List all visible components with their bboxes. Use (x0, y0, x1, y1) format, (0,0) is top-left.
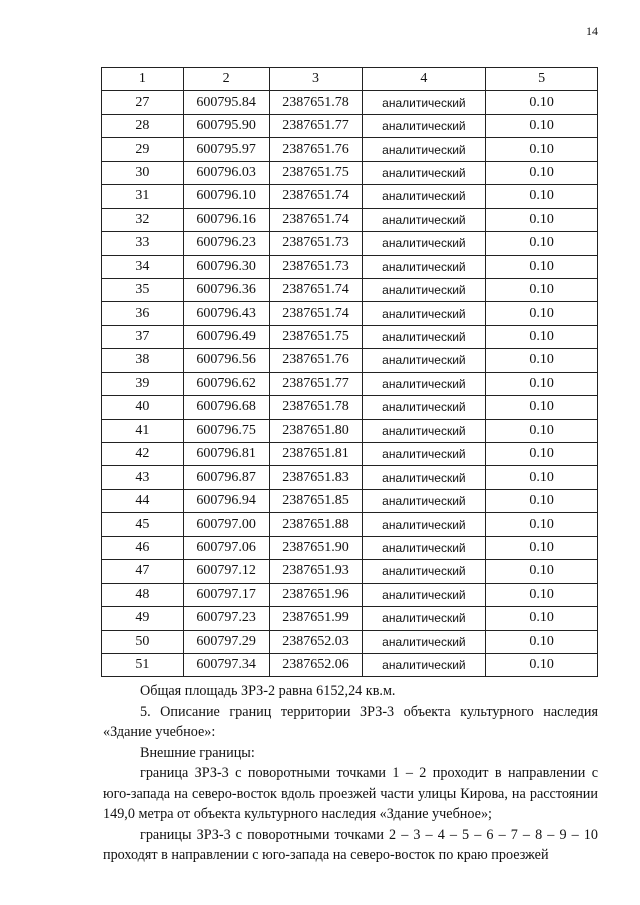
point-number-cell: 47 (102, 560, 184, 583)
y-coordinate-cell: 2387651.80 (269, 419, 362, 442)
table-row (102, 208, 598, 231)
point-number-cell: 44 (102, 489, 184, 512)
point-number-cell: 48 (102, 583, 184, 606)
section-5-description: 5. Описание границ территории ЗРЗ-3 объекта культурного наследия «Здание учебное»: (103, 703, 598, 740)
point-number-cell: 27 (102, 91, 184, 114)
table-row (102, 607, 598, 630)
table-row (102, 513, 598, 536)
y-coordinate-cell: 2387651.73 (269, 232, 362, 255)
table-row (102, 161, 598, 184)
point-number-cell: 31 (102, 185, 184, 208)
table-row (102, 396, 598, 419)
accuracy-cell: 0.10 (486, 630, 598, 653)
point-number-cell: 38 (102, 349, 184, 372)
y-coordinate-cell: 2387651.90 (269, 536, 362, 559)
method-cell: аналитический (362, 232, 486, 255)
accuracy-cell: 0.10 (486, 513, 598, 536)
accuracy-cell: 0.10 (486, 138, 598, 161)
point-number-cell: 28 (102, 114, 184, 137)
x-coordinate-cell: 600796.03 (183, 161, 269, 184)
x-coordinate-cell: 600796.10 (183, 185, 269, 208)
point-number-cell: 46 (102, 536, 184, 559)
x-coordinate-cell: 600795.84 (183, 91, 269, 114)
point-number-cell: 45 (102, 513, 184, 536)
accuracy-cell: 0.10 (486, 607, 598, 630)
method-cell: аналитический (362, 372, 486, 395)
method-cell: аналитический (362, 653, 486, 676)
y-coordinate-cell: 2387652.03 (269, 630, 362, 653)
table-row (102, 372, 598, 395)
point-number-cell: 51 (102, 653, 184, 676)
method-cell: аналитический (362, 466, 486, 489)
accuracy-cell: 0.10 (486, 91, 598, 114)
method-cell: аналитический (362, 513, 486, 536)
x-coordinate-cell: 600797.34 (183, 653, 269, 676)
table-row (102, 138, 598, 161)
table-row (102, 91, 598, 114)
total-area-paragraph: Общая площадь ЗРЗ-2 равна 6152,24 кв.м. (140, 683, 396, 699)
y-coordinate-cell: 2387651.88 (269, 513, 362, 536)
x-coordinate-cell: 600796.62 (183, 372, 269, 395)
accuracy-cell: 0.10 (486, 372, 598, 395)
method-cell: аналитический (362, 185, 486, 208)
table-row (102, 466, 598, 489)
method-cell: аналитический (362, 255, 486, 278)
y-coordinate-cell: 2387651.73 (269, 255, 362, 278)
y-coordinate-cell: 2387651.77 (269, 372, 362, 395)
point-number-cell: 42 (102, 443, 184, 466)
x-coordinate-cell: 600795.90 (183, 114, 269, 137)
accuracy-cell: 0.10 (486, 208, 598, 231)
table-row (102, 325, 598, 348)
method-cell: аналитический (362, 489, 486, 512)
x-coordinate-cell: 600796.56 (183, 349, 269, 372)
method-cell: аналитический (362, 396, 486, 419)
method-cell: аналитический (362, 208, 486, 231)
x-coordinate-cell: 600796.81 (183, 443, 269, 466)
x-coordinate-cell: 600797.00 (183, 513, 269, 536)
coordinates-table (101, 67, 598, 677)
accuracy-cell: 0.10 (486, 489, 598, 512)
table-row (102, 536, 598, 559)
method-cell: аналитический (362, 91, 486, 114)
x-coordinate-cell: 600796.43 (183, 302, 269, 325)
border-paragraph-1: граница ЗРЗ-3 с поворотными точками 1 – 2 проходит в направлении с юго-запада на северо-восток вдоль проезжей части улицы Кирова, на расстоянии 149,0 метра от объекта культурного наследия «Здание учебное»; (103, 765, 598, 822)
border-paragraph-2: границы ЗРЗ-3 с поворотными точками 2 – 3 – 4 – 5 – 6 – 7 – 8 – 9 – 10 проходят в направлении с юго-запада на северо-восток по краю проезжей (103, 826, 598, 863)
x-coordinate-cell: 600797.23 (183, 607, 269, 630)
y-coordinate-cell: 2387651.78 (269, 91, 362, 114)
body-text (103, 681, 598, 866)
x-coordinate-cell: 600796.16 (183, 208, 269, 231)
table-body (102, 91, 598, 677)
table-row (102, 630, 598, 653)
accuracy-cell: 0.10 (486, 255, 598, 278)
y-coordinate-cell: 2387651.75 (269, 325, 362, 348)
x-coordinate-cell: 600796.68 (183, 396, 269, 419)
point-number-cell: 50 (102, 630, 184, 653)
point-number-cell: 35 (102, 278, 184, 301)
point-number-cell: 32 (102, 208, 184, 231)
point-number-cell: 33 (102, 232, 184, 255)
y-coordinate-cell: 2387651.77 (269, 114, 362, 137)
method-cell: аналитический (362, 419, 486, 442)
external-borders-heading: Внешние границы: (140, 744, 255, 761)
accuracy-cell: 0.10 (486, 185, 598, 208)
column-header-1: 1 (102, 68, 184, 91)
method-cell: аналитический (362, 443, 486, 466)
y-coordinate-cell: 2387651.81 (269, 443, 362, 466)
x-coordinate-cell: 600797.12 (183, 560, 269, 583)
accuracy-cell: 0.10 (486, 278, 598, 301)
table-row (102, 114, 598, 137)
table-row (102, 419, 598, 442)
table-row (102, 232, 598, 255)
x-coordinate-cell: 600797.06 (183, 536, 269, 559)
point-number-cell: 39 (102, 372, 184, 395)
accuracy-cell: 0.10 (486, 161, 598, 184)
point-number-cell: 30 (102, 161, 184, 184)
method-cell: аналитический (362, 114, 486, 137)
point-number-cell: 36 (102, 302, 184, 325)
table-row (102, 349, 598, 372)
method-cell: аналитический (362, 349, 486, 372)
point-number-cell: 29 (102, 138, 184, 161)
accuracy-cell: 0.10 (486, 302, 598, 325)
point-number-cell: 37 (102, 325, 184, 348)
accuracy-cell: 0.10 (486, 536, 598, 559)
y-coordinate-cell: 2387651.75 (269, 161, 362, 184)
y-coordinate-cell: 2387651.85 (269, 489, 362, 512)
point-number-cell: 43 (102, 466, 184, 489)
accuracy-cell: 0.10 (486, 349, 598, 372)
x-coordinate-cell: 600796.23 (183, 232, 269, 255)
column-header-4: 4 (362, 68, 486, 91)
x-coordinate-cell: 600796.87 (183, 466, 269, 489)
method-cell: аналитический (362, 278, 486, 301)
table-row (102, 302, 598, 325)
method-cell: аналитический (362, 138, 486, 161)
method-cell: аналитический (362, 583, 486, 606)
accuracy-cell: 0.10 (486, 325, 598, 348)
point-number-cell: 34 (102, 255, 184, 278)
page-number: 14 (586, 24, 598, 38)
accuracy-cell: 0.10 (486, 232, 598, 255)
x-coordinate-cell: 600796.49 (183, 325, 269, 348)
table-row (102, 560, 598, 583)
point-number-cell: 41 (102, 419, 184, 442)
y-coordinate-cell: 2387651.96 (269, 583, 362, 606)
table-row (102, 278, 598, 301)
table-row (102, 653, 598, 676)
table-row (102, 255, 598, 278)
x-coordinate-cell: 600796.36 (183, 278, 269, 301)
table-row (102, 489, 598, 512)
x-coordinate-cell: 600797.29 (183, 630, 269, 653)
column-header-5: 5 (486, 68, 598, 91)
column-header-2: 2 (183, 68, 269, 91)
accuracy-cell: 0.10 (486, 114, 598, 137)
y-coordinate-cell: 2387651.78 (269, 396, 362, 419)
y-coordinate-cell: 2387651.76 (269, 349, 362, 372)
method-cell: аналитический (362, 560, 486, 583)
table-header-row (102, 68, 598, 91)
accuracy-cell: 0.10 (486, 443, 598, 466)
table-row (102, 583, 598, 606)
x-coordinate-cell: 600796.94 (183, 489, 269, 512)
accuracy-cell: 0.10 (486, 419, 598, 442)
y-coordinate-cell: 2387651.74 (269, 185, 362, 208)
x-coordinate-cell: 600796.75 (183, 419, 269, 442)
accuracy-cell: 0.10 (486, 396, 598, 419)
table-row (102, 185, 598, 208)
accuracy-cell: 0.10 (486, 560, 598, 583)
y-coordinate-cell: 2387651.76 (269, 138, 362, 161)
y-coordinate-cell: 2387651.83 (269, 466, 362, 489)
y-coordinate-cell: 2387651.74 (269, 302, 362, 325)
point-number-cell: 49 (102, 607, 184, 630)
accuracy-cell: 0.10 (486, 466, 598, 489)
method-cell: аналитический (362, 536, 486, 559)
y-coordinate-cell: 2387651.74 (269, 278, 362, 301)
y-coordinate-cell: 2387651.74 (269, 208, 362, 231)
method-cell: аналитический (362, 302, 486, 325)
method-cell: аналитический (362, 630, 486, 653)
y-coordinate-cell: 2387651.99 (269, 607, 362, 630)
column-header-3: 3 (269, 68, 362, 91)
point-number-cell: 40 (102, 396, 184, 419)
table-row (102, 443, 598, 466)
accuracy-cell: 0.10 (486, 583, 598, 606)
method-cell: аналитический (362, 607, 486, 630)
y-coordinate-cell: 2387652.06 (269, 653, 362, 676)
method-cell: аналитический (362, 161, 486, 184)
x-coordinate-cell: 600796.30 (183, 255, 269, 278)
y-coordinate-cell: 2387651.93 (269, 560, 362, 583)
x-coordinate-cell: 600797.17 (183, 583, 269, 606)
x-coordinate-cell: 600795.97 (183, 138, 269, 161)
method-cell: аналитический (362, 325, 486, 348)
accuracy-cell: 0.10 (486, 653, 598, 676)
